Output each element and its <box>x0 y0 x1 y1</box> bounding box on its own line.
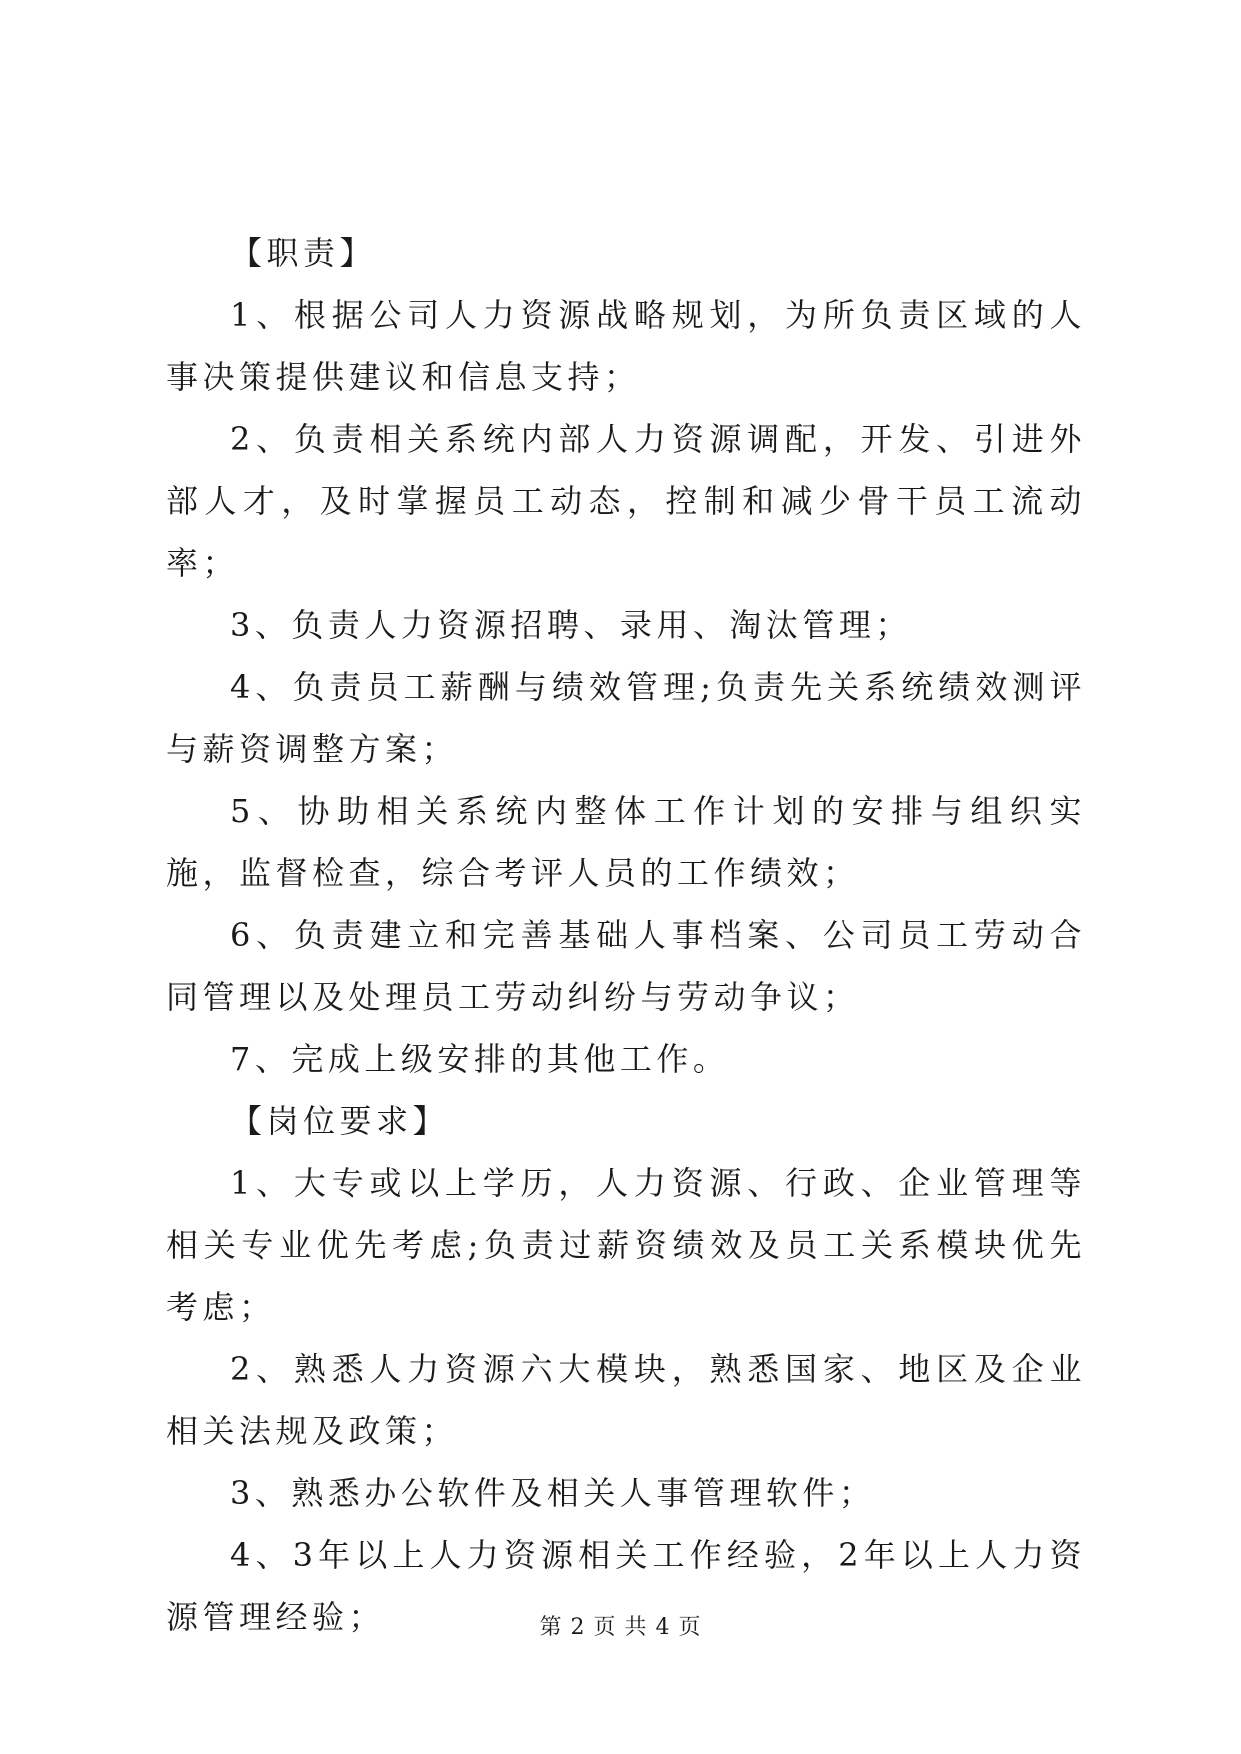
duty-item-2: 2、负责相关系统内部人力资源调配，开发、引进外部人才，及时掌握员工动态，控制和减少骨干员工流动率； <box>166 420 1086 582</box>
page-footer: 第 2 页 共 4 页 <box>539 1615 702 1640</box>
section-heading-duties: 【职责】 <box>230 234 377 272</box>
requirement-item-3: 3、熟悉办公软件及相关人事管理软件； <box>230 1474 876 1512</box>
section-heading-requirements: 【岗位要求】 <box>230 1102 450 1140</box>
duty-item-6: 6、负责建立和完善基础人事档案、公司员工劳动合同管理以及处理员工劳动纠纷与劳动争议； <box>166 916 1086 1016</box>
duty-item-4: 4、负责员工薪酬与绩效管理;负责先关系统绩效测评与薪资调整方案； <box>166 668 1086 768</box>
duty-item-1: 1、根据公司人力资源战略规划，为所负责区域的人事决策提供建议和信息支持； <box>166 296 1086 396</box>
duty-item-7: 7、完成上级安排的其他工作。 <box>230 1040 730 1078</box>
duty-item-3: 3、负责人力资源招聘、录用、淘汰管理； <box>230 606 912 644</box>
requirement-item-2: 2、熟悉人力资源六大模块，熟悉国家、地区及企业相关法规及政策； <box>166 1350 1086 1450</box>
requirement-item-4: 4、3年以上人力资源相关工作经验，2年以上人力资源管理经验； <box>166 1536 1086 1636</box>
requirement-item-1: 1、大专或以上学历，人力资源、行政、企业管理等相关专业优先考虑;负责过薪资绩效及员工关系模块优先考虑； <box>166 1164 1086 1326</box>
duty-item-5: 5、协助相关系统内整体工作计划的安排与组织实施，监督检查，综合考评人员的工作绩效； <box>166 792 1086 892</box>
document-body <box>166 222 1086 1648</box>
